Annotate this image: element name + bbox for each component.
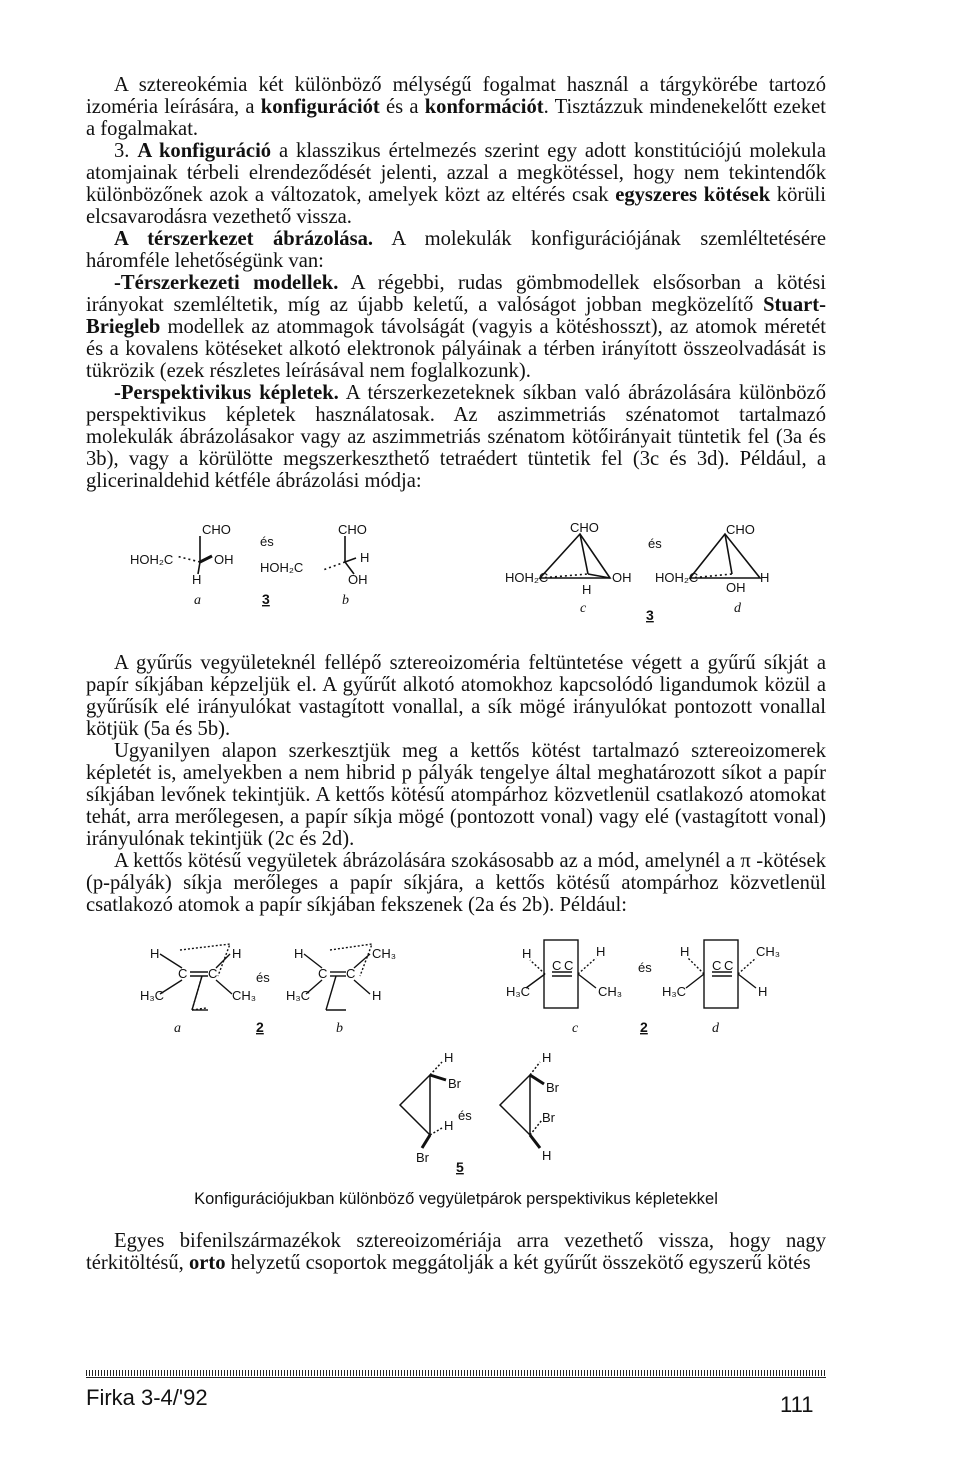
fig2-number-2: 2 (640, 1019, 648, 1035)
figure-2-alkenes (140, 930, 800, 1040)
fig5-br-a-2: Br (416, 1150, 429, 1165)
fig3-h-d: H (760, 570, 770, 585)
footer-rule (86, 1370, 826, 1376)
fig3-label-c: c (580, 601, 587, 616)
fig3-number-1: 3 (262, 591, 270, 607)
paragraph-double-bond-isomers: Ugyanilyen alapon szerkesztjük meg a kettős kötést tartalmazó sztereoizomerek képletét is, amelyekben a nem hibrid p pályák tengelye által meghatározott síkot a papír síkjában levőnek tekintjük. A kettős kötésű atompárhoz közvetlenül csatlakozó atomokat tehát, arra merőlegesen, a papír síkja mögé (pontozott vonal) vagy elé (vastagított vonal) irányulónak tekintjük (2c és 2d). (86, 740, 826, 850)
fig2-h-d-1: H (680, 944, 690, 959)
fig5-br-a-1: Br (448, 1076, 461, 1091)
fig2-label-a: a (174, 1021, 181, 1036)
fig3-oh-c: OH (612, 570, 632, 585)
fig3-hoh2c-c: HOH₂C (505, 570, 549, 585)
fig3-es-2: és (648, 536, 662, 551)
fig2-c-a-2: C (208, 966, 218, 981)
fig3-h-b: H (360, 550, 370, 565)
fig2-h-c-2: H (596, 944, 606, 959)
fig3-cho-b: CHO (338, 522, 367, 537)
fig3-oh-b: OH (348, 572, 368, 587)
fig2-h3c-c: H₃C (506, 984, 531, 999)
fig2-h3c-d: H₃C (662, 984, 687, 999)
fig2-h3c-b: H₃C (286, 988, 311, 1003)
fig3-cho-d: CHO (726, 522, 755, 537)
fig2-h-a-1: H (150, 946, 160, 961)
fig3-h-a: H (192, 572, 202, 587)
fig3-cho-c: CHO (570, 520, 599, 535)
paragraph-perspective-formulas: -Perspektivikus képletek. A térszerkezeteknek síkban való ábrázolására különböző perspektivikus képletek használatosak. Az aszimmetriás szénatomot tartalmazó molekulák ábrázolásakor vagy az aszimmetriás szénatom kötőirányait tüntetik fel (3a és 3b), vagy a körülötte megszerkeszthető tetraédert tüntetik fel (3c és 3d). Például, a glicerinaldehid kétféle ábrázolási módja: (86, 382, 826, 492)
fig2-es-2: és (638, 960, 652, 975)
paragraph-biphenyl: Egyes bifenilszármazékok sztereoizomériája arra vezethető vissza, hogy nagy térkitöltésű, orto helyzetű csoportok meggátolják a két gyűrűt összekötő egyszerű kötés (86, 1230, 826, 1274)
footer-journal: Firka 3-4/'92 (86, 1385, 208, 1410)
fig2-c-a-1: C (178, 966, 188, 981)
fig3-hoh2c-d: HOH₂C (655, 570, 699, 585)
fig3-hoh2c-b: HOH₂C (260, 560, 304, 575)
fig5-h-a-2: H (444, 1118, 454, 1133)
fig2-ch3-d: CH₃ (756, 944, 781, 959)
fig3-oh-d: OH (726, 580, 746, 595)
fig2-ch3-c: CH₃ (598, 984, 623, 999)
paragraph-configuration: 3. A konfiguráció a klasszikus értelmezés szerint egy adott konstitúciójú molekula atomjainak térbeli elrendeződését jelenti, azzal a megkötéssel, hogy nem tekintendők különbözőnek azok a változatok, amelyek közt az eltérés csak egyszeres kötések körüli elcsavarodásra vezethető vissza. (86, 140, 827, 228)
paragraph-cyclic-compounds: A gyűrűs vegyületeknél fellépő sztereoizoméria feltüntetése végett a gyűrű síkját a papír síkjában képzeljük el. A gyűrűt alkotó atomokhoz kapcsolódó ligandumok közül a gyűrűsík elé irányulókat vastagított vonallal, a sík mögé irányulókat pontozott vonallal kötjük (5a és 5b). (86, 652, 826, 740)
footer-rule-line (86, 1377, 826, 1378)
figure-caption: Konfigurációjukban különböző vegyületpárok perspektivikus képletekkel (194, 1190, 718, 1208)
fig2-h-b-2: H (372, 988, 382, 1003)
fig3-cho-a: CHO (202, 522, 231, 537)
fig3-number-2: 3 (646, 607, 654, 623)
fig2-ch3-b: CH₃ (372, 946, 397, 961)
fig2-h3c-a: H₃C (140, 988, 165, 1003)
fig2-h-a-2: H (232, 946, 242, 961)
fig2-h-c-1: H (522, 946, 532, 961)
fig5-h-a-1: H (444, 1050, 454, 1065)
fig3-label-b: b (342, 593, 349, 608)
fig2-label-b: b (336, 1021, 343, 1036)
fig2-h-b-1: H (294, 946, 304, 961)
paragraph-spatial-models: -Térszerkezeti modellek. A régebbi, rudas gömbmodellek elsősorban a kötési irányokat szemléltetik, míg az újabb keletű, a valóságot jobban megközelítő Stuart-Briegleb modellek az atommagok távolságát (vagyis a kötéshosszt), az atomok méretét és a kovalens kötéseket alkotó elektronok pályáinak a térben irányított összeolvadását is tükrözik (ezek részletes leírásával nem foglalkozunk). (86, 272, 826, 382)
fig3-oh-a: OH (214, 552, 234, 567)
figure-3-glyceraldehyde (110, 512, 810, 627)
fig3-label-a: a (194, 593, 201, 608)
fig2-c-b-2: C (346, 966, 356, 981)
fig3-h-c: H (582, 582, 592, 597)
fig2-c-d-1: C (712, 958, 722, 973)
fig3-label-d: d (734, 601, 741, 616)
fig5-number: 5 (456, 1159, 464, 1175)
fig2-number-1: 2 (256, 1019, 264, 1035)
fig3-es-1: és (260, 534, 274, 549)
fig2-c-d-2: C (724, 958, 734, 973)
paragraph-spatial-representation: A térszerkezet ábrázolása. A molekulák konfigurációjának szemléltetésére háromféle lehetőségünk van: (86, 228, 826, 272)
fig2-c-c-1: C (552, 958, 562, 973)
fig2-label-c: c (572, 1021, 579, 1036)
fig3-hoh2c-a: HOH₂C (130, 552, 174, 567)
paragraph-stereochemistry: A sztereokémia két különböző mélységű fogalmat használ a tárgykörébe tartozó izoméria leírására, a konfigurációt és a konformációt. Tisztázzuk mindenekelőtt ezeket a fogalmakat. (86, 74, 826, 140)
page-number: 111 (780, 1392, 814, 1417)
fig5-es: és (458, 1108, 472, 1123)
fig5-br-b-2: Br (542, 1110, 555, 1125)
fig2-c-c-2: C (564, 958, 574, 973)
fig2-c-b-1: C (318, 966, 328, 981)
fig2-label-d: d (712, 1021, 719, 1036)
fig5-h-b-1: H (542, 1050, 552, 1065)
figure-5-dibromocyclopropane (360, 1050, 600, 1175)
fig5-br-b-1: Br (546, 1080, 559, 1095)
fig2-es-1: és (256, 970, 270, 985)
fig2-h-d-2: H (758, 984, 768, 999)
paragraph-double-bond-representation: A kettős kötésű vegyületek ábrázolására szokásosabb az a mód, amelynél a π -kötések (p-pályák) síkja merőleges a papír síkjára, a kettős kötésű atompárhoz közvetlenül csatlakozó atomok a papír síkjában fekszenek (2a és 2b). Például: (86, 850, 826, 916)
fig2-ch3-a: CH₃ (232, 988, 257, 1003)
fig5-h-b-2: H (542, 1148, 552, 1163)
